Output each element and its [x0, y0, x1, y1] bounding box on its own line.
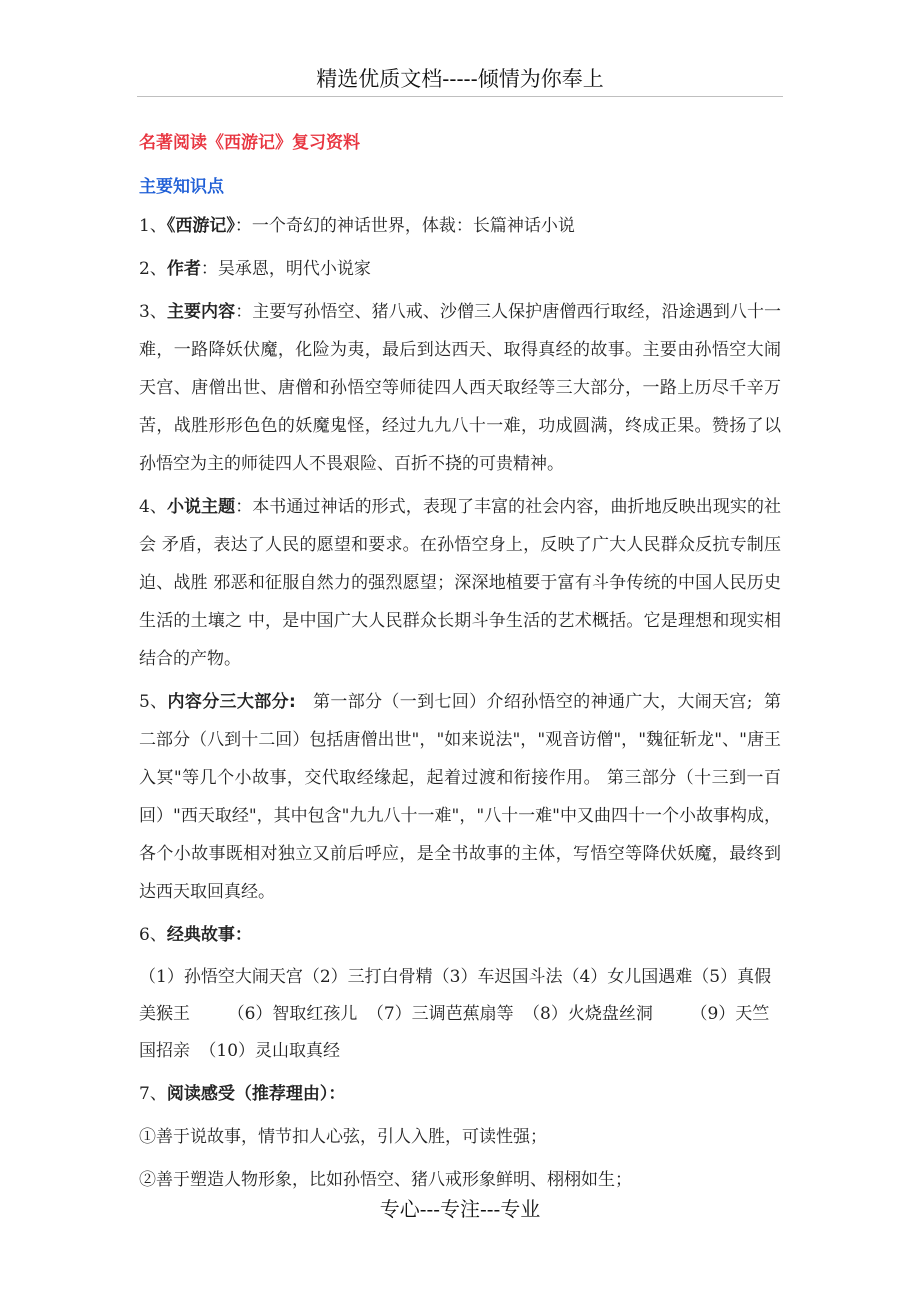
stories-list: （1）孙悟空大闹天宫（2）三打白骨精（3）车迟国斗法（4）女儿国遇难（5）真假美猴王 （6）智取红孩儿 （7）三调芭蕉扇等 （8）火烧盘丝洞 （9）天竺国招亲 （10）灵山取真经	[139, 967, 772, 1061]
item-reading-feelings	[139, 1075, 781, 1113]
item-author	[139, 250, 781, 288]
page-footer: 专心---专注---专业	[379, 1197, 541, 1221]
item-number: 1、	[139, 216, 167, 236]
item-text: ：本书通过神话的形式，表现了丰富的社会内容，曲折地反映出现实的社会 矛盾，表达了人民的愿望和要求。在孙悟空身上，反映了广大人民群众反抗专制压迫、战胜 邪恶和征服自然力的强烈愿望；深深地植要于富有斗争传统的中国人民历史生活的土壤之 中，是中国广大人民群众长期斗争生活的艺术概括。它是理想和现实相结合的产物。	[139, 497, 782, 669]
item-label: 经典故事：	[166, 925, 252, 945]
item-number: 3、	[139, 302, 167, 322]
item-classic-stories	[139, 916, 781, 954]
item-three-parts	[139, 683, 781, 911]
item-text: ：主要写孙悟空、猪八戒、沙僧三人保护唐僧西行取经，沿途遇到八十一难，一路降妖伏魔，化险为夷，最后到达西天、取得真经的故事。主要由孙悟空大闹天宫、唐僧出世、唐僧和孙悟空等师徒四人西天取经等三大部分，一路上历尽千辛万苦，战胜形形色色的妖魔鬼怪，经过九九八十一难，功成圆满，终成正果。赞扬了以孙悟空为主的师徒四人不畏艰险、百折不挠的可贵精神。	[139, 302, 782, 474]
item-main-content	[139, 293, 781, 483]
reason-2: ②善于塑造人物形象，比如孙悟空、猪八戒形象鲜明、栩栩如生；	[139, 1170, 632, 1190]
item-label: 内容分三大部分:	[167, 692, 296, 712]
item-label: 主要内容	[166, 302, 236, 322]
document-title: 名著阅读《西游记》复习资料	[139, 133, 360, 153]
item-label: 作者	[166, 259, 201, 279]
item-label: 《西游记》	[166, 216, 235, 236]
item-number: 2、	[139, 259, 167, 279]
document-body	[139, 124, 781, 1199]
item-text: 第一部分（一到七回）介绍孙悟空的神通广大，大闹天宫; 第二部分（八到十二回）包括唐僧出世"，"如来说法"，"观音访僧"，"魏征斩龙"、"唐王入冥"等几个小故事，交代取经缘起，起着过渡和衔接作用。 第三部分（十三到一百回）"西天取经"，其中包含"九九八十一难"，"八十一难"中又曲四十一个小故事构成，各个小故事既相对独立又前后呼应，是全书故事的主体，写悟空等降伏妖魔，最终到达西天取回真经。	[139, 692, 781, 902]
section-heading: 主要知识点	[139, 177, 224, 197]
page-header: 精选优质文档-----倾情为你奉上	[137, 62, 783, 97]
item-theme	[139, 488, 781, 678]
item-number: 4、	[139, 497, 167, 517]
item-number: 7、	[139, 1084, 167, 1104]
item-label: 阅读感受（推荐理由）：	[166, 1084, 346, 1104]
item-number: 6、	[139, 925, 167, 945]
item-label: 小说主题	[166, 497, 236, 517]
item-text: ：一个奇幻的神话世界，体裁：长篇神话小说	[234, 216, 575, 236]
item-genre	[139, 207, 781, 245]
item-text: ：吴承恩，明代小说家	[200, 259, 371, 279]
item-number: 5、	[139, 692, 168, 712]
reason-1: ①善于说故事，情节扣人心弦，引人入胜，可读性强；	[139, 1127, 547, 1147]
